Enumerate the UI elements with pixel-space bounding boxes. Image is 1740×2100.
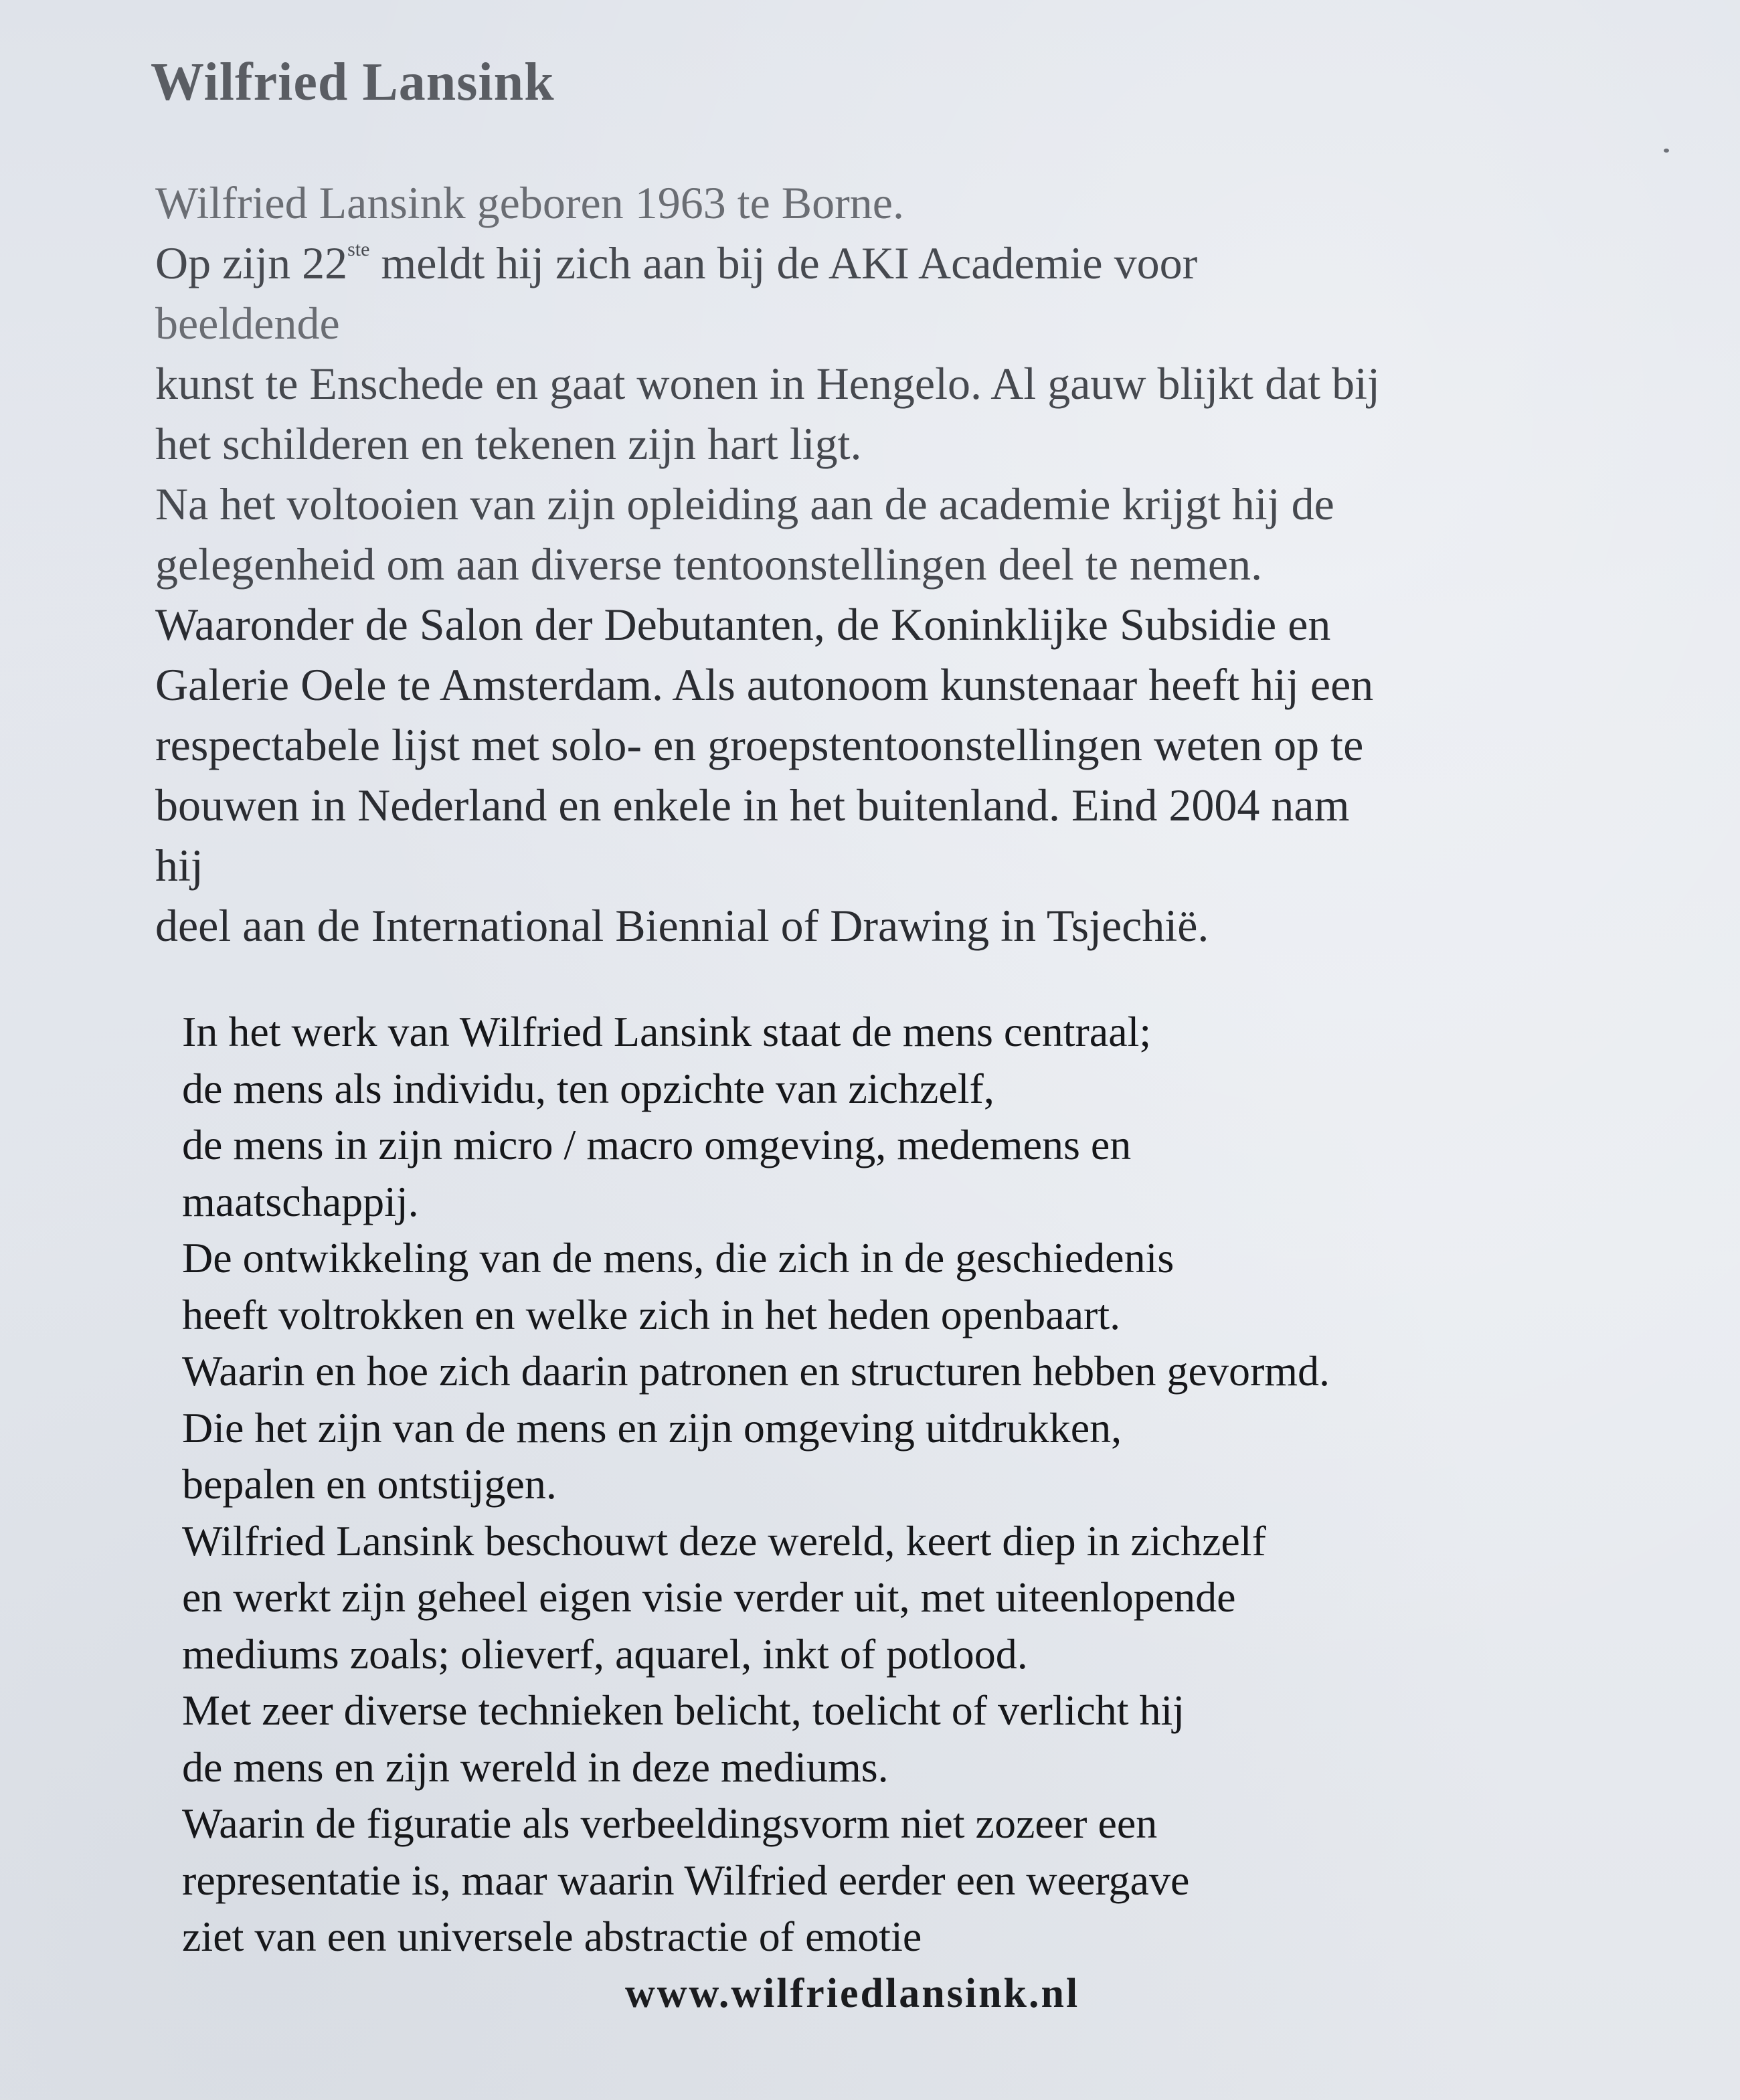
statement-line: maatschappij. [182,1177,419,1225]
statement-line: bepalen en ontstijgen. [182,1460,557,1508]
bio-line: bouwen in Nederland en enkele in het buitenland. Eind 2004 nam [155,780,1350,830]
statement-line: mediums zoals; olieverf, aquarel, inkt of potlood. [182,1630,1028,1678]
statement-line: de mens in zijn micro / macro omgeving, medemens en [182,1121,1132,1168]
statement-line: Waarin de figuratie als verbeeldingsvorm niet zozeer een [182,1800,1158,1847]
statement-line: De ontwikkeling van de mens, die zich in de geschiedenis [182,1234,1174,1282]
bio-line: Wilfried Lansink geboren 1963 te Borne. [155,177,904,228]
bio-line-part: Op zijn 22 [155,238,348,288]
statement-line: Wilfried Lansink beschouwt deze wereld, keert diep in zichzelf [182,1516,1266,1565]
website-url: www.wilfriedlansink.nl [625,1971,1080,2016]
biography-section [155,173,1648,956]
paper-speck [1664,149,1669,153]
bio-line: kunst te Enschede en gaat wonen in Hengelo. Al gauw blijkt dat bij [155,358,1380,409]
document-title: Wilfried Lansink [151,53,555,112]
statement-line: Met zeer diverse technieken belicht, toelicht of verlicht hij [182,1686,1185,1734]
statement-line: Waarin en hoe zich daarin patronen en structuren hebben gevormd. [182,1347,1330,1395]
bio-line: deel aan de International Biennial of Drawing in Tsjechië. [155,900,1209,951]
bio-line: het schilderen en tekenen zijn hart ligt. [155,418,862,469]
bio-line: gelegenheid om aan diverse tentoonstellingen deel te nemen. [155,539,1263,590]
bio-line: Waaronder de Salon der Debutanten, de Koninklijke Subsidie en [155,599,1331,650]
statement-line: representatie is, maar waarin Wilfried eerder een weergave [182,1856,1190,1904]
ordinal-suffix: ste [347,238,370,260]
artist-statement [182,1004,1587,1965]
statement-line: de mens als individu, ten opzichte van zichzelf, [182,1064,994,1112]
bio-line: hij [155,840,203,891]
statement-line: heeft voltrokken en welke zich in het heden openbaart. [182,1290,1121,1338]
bio-line: respectabele lijst met solo- en groepstentoonstellingen weten op te [155,719,1364,770]
bio-line: Na het voltooien van zijn opleiding aan de academie krijgt hij de [155,478,1334,529]
bio-line-part: meldt hij zich aan bij de AKI Academie voor [369,238,1198,288]
statement-line: de mens en zijn wereld in deze mediums. [182,1743,889,1791]
bio-line [155,233,1648,293]
bio-line: Galerie Oele te Amsterdam. Als autonoom kunstenaar heeft hij een [155,659,1374,710]
statement-line: en werkt zijn geheel eigen visie verder uit, met uiteenlopende [182,1573,1236,1621]
statement-line: In het werk van Wilfried Lansink staat de mens centraal; [182,1008,1152,1055]
bio-line: beeldende [155,298,340,349]
statement-line: ziet van een universele abstractie of emotie [182,1913,922,1960]
statement-line: Die het zijn van de mens en zijn omgeving uitdrukken, [182,1403,1122,1452]
